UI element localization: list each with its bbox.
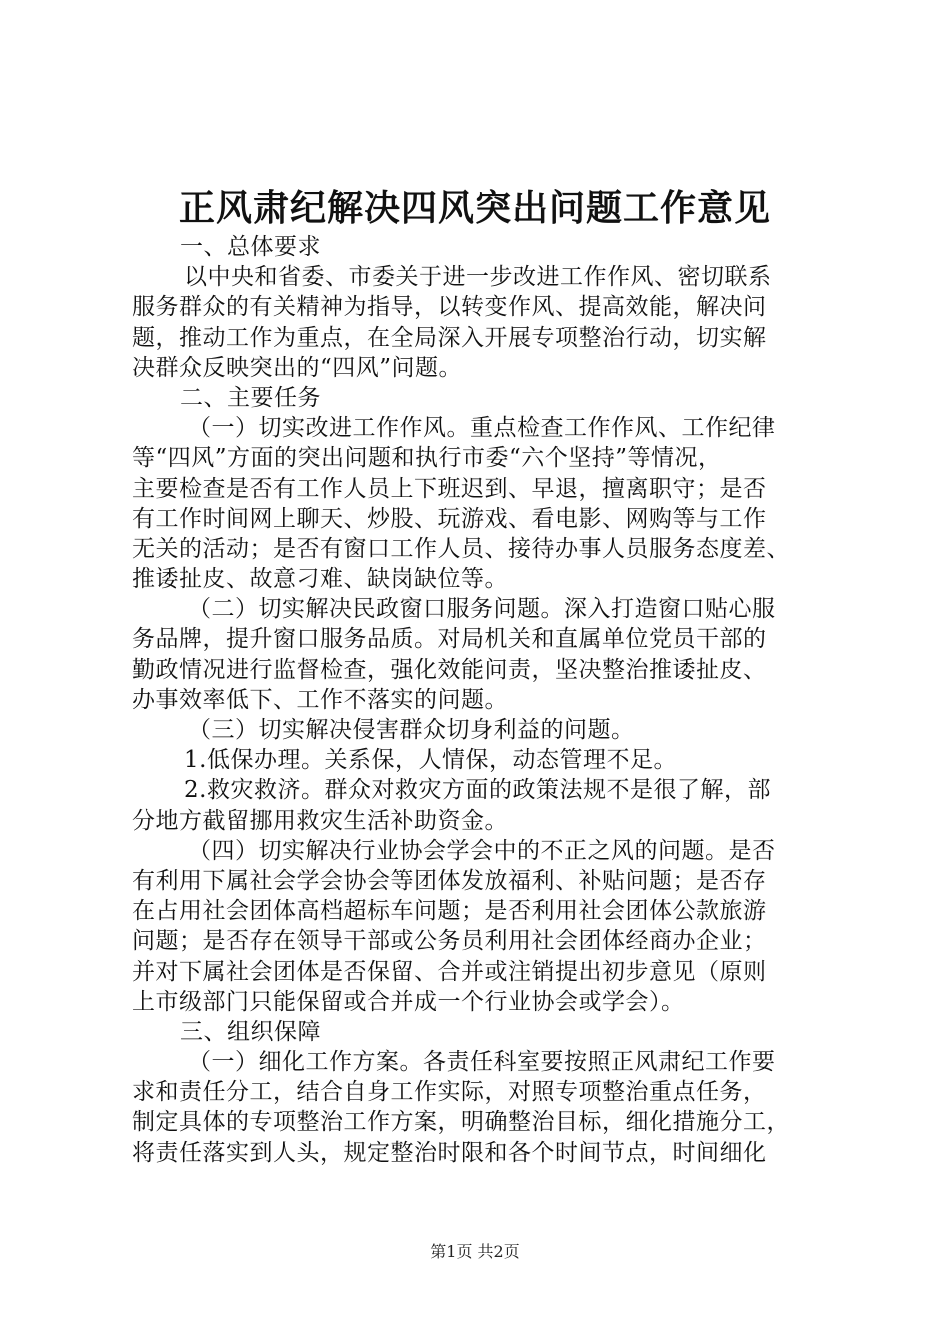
text-line: 分地方截留挪用救灾生活补助资金。	[132, 807, 508, 834]
text-line: 制定具体的专项整治工作方案，明确整治目标，细化措施分工，	[132, 1109, 790, 1136]
text-line: 问题；是否存在领导干部或公务员利用社会团体经商办企业；	[132, 928, 767, 955]
section-heading: 一、总体要求	[180, 234, 321, 260]
text-line: 有利用下属社会学会协会等团体发放福利、补贴问题；是否存	[132, 867, 767, 894]
document-title: 正风肃纪解决四风突出问题工作意见	[178, 187, 771, 229]
text-line: 务品牌，提升窗口服务品质。对局机关和直属单位党员干部的	[132, 626, 767, 653]
text-line: 无关的活动；是否有窗口工作人员、接待办事人员服务态度差、	[132, 535, 790, 562]
text-line: 勤政情况进行监督检查，强化效能问责，坚决整治推诿扯皮、	[132, 656, 767, 683]
document-body	[132, 232, 832, 1168]
text-line: 推诿扯皮、故意刁难、缺岗缺位等。	[132, 566, 508, 593]
text-line: （一）切实改进工作作风。重点检查工作作风、工作纪律	[188, 415, 776, 442]
text-line: （一）细化工作方案。各责任科室要按照正风肃纪工作要	[188, 1049, 776, 1076]
text-line: （二）切实解决民政窗口服务问题。深入打造窗口贴心服	[188, 596, 776, 623]
text-line: 有工作时间网上聊天、炒股、玩游戏、看电影、网购等与工作	[132, 505, 767, 532]
text-line: 等“四风”方面的突出问题和执行市委“六个坚持”等情况，	[132, 445, 722, 472]
text-line: 1.低保办理。关系保，人情保，动态管理不足。	[184, 747, 677, 774]
section-heading: 二、主要任务	[180, 384, 321, 411]
text-line: 并对下属社会团体是否保留、合并或注销提出初步意见（原则	[132, 958, 767, 985]
text-line: 决群众反映突出的“四风”问题。	[132, 354, 463, 381]
text-line: 求和责任分工，结合自身工作实际，对照专项整治重点任务，	[132, 1079, 767, 1106]
text-line: 将责任落实到人头，规定整治时限和各个时间节点，时间细化	[132, 1139, 767, 1166]
text-line: 在占用社会团体高档超标车问题；是否利用社会团体公款旅游	[132, 898, 767, 925]
text-line: 2.救灾救济。群众对救灾方面的政策法规不是很了解，部	[184, 777, 771, 804]
text-line: 题，推动工作为重点，在全局深入开展专项整治行动，切实解	[132, 324, 767, 351]
text-line: 上市级部门只能保留或合并成一个行业协会或学会）。	[132, 988, 685, 1015]
text-line: 服务群众的有关精神为指导，以转变作风、提高效能，解决问	[132, 294, 767, 321]
section-heading: 三、组织保障	[180, 1018, 321, 1045]
text-line: 办事效率低下、工作不落实的问题。	[132, 686, 508, 713]
text-line: （四）切实解决行业协会学会中的不正之风的问题。是否	[188, 837, 776, 864]
text-line: 以中央和省委、市委关于进一步改进工作作风、密切联系	[184, 264, 772, 291]
page-footer: 第1页 共2页	[430, 1242, 520, 1261]
text-line: 主要检查是否有工作人员上下班迟到、早退，擅离职守；是否	[132, 475, 767, 502]
text-line: （三）切实解决侵害群众切身利益的问题。	[188, 717, 635, 743]
